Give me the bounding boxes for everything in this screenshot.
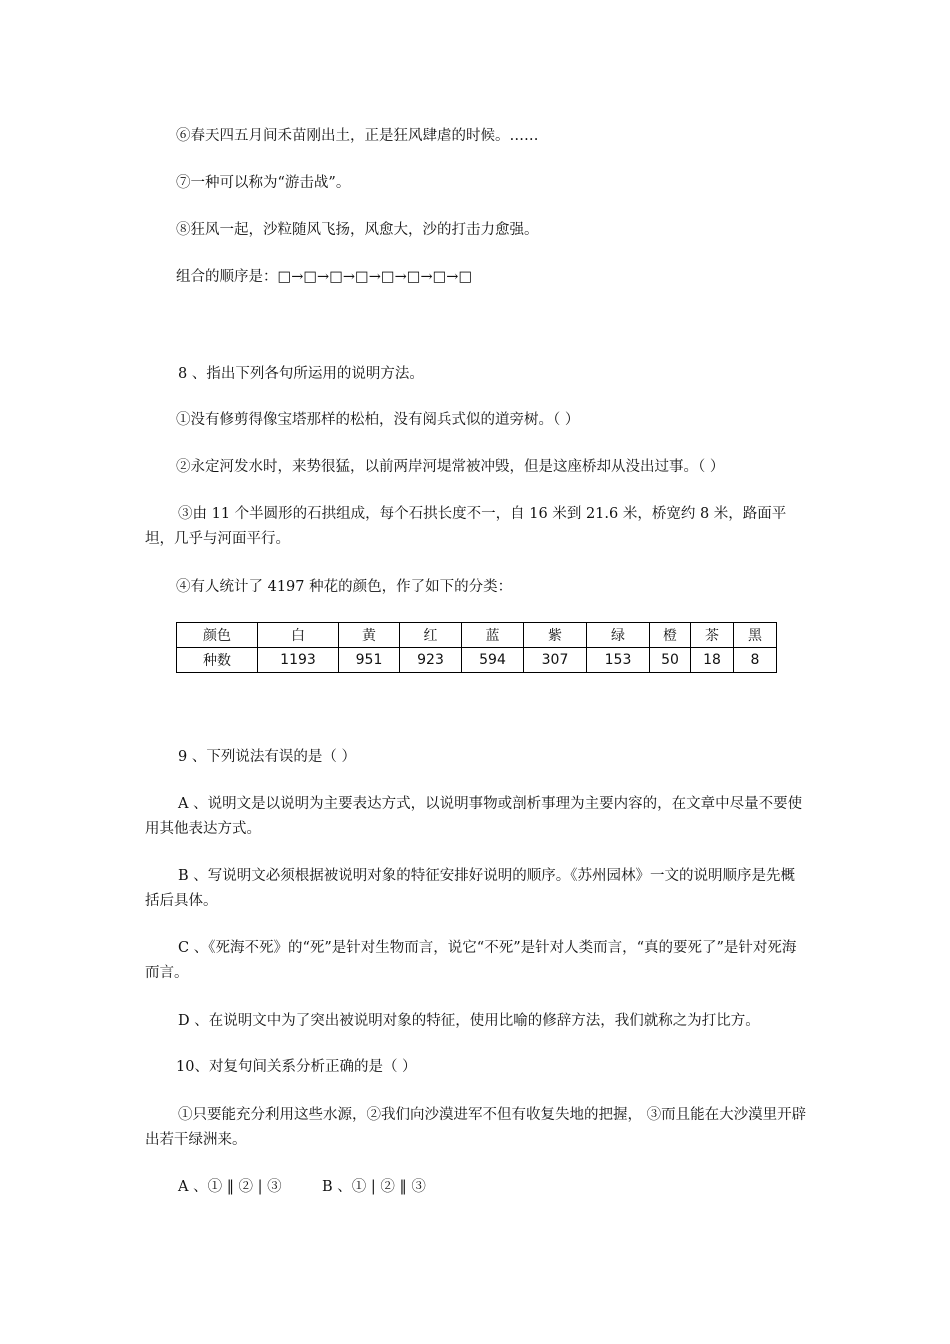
question-10-title: 10、对复句间关系分析正确的是（ ） [176, 1059, 417, 1075]
flower-color-table [176, 622, 777, 673]
q10-sentence: ①只要能充分利用这些水源，②我们向沙漠进军不但有收复失地的把握， ③而且能在大沙漠里开辟出若干绿洲来。 [145, 1107, 807, 1148]
table-cell: 1193 [258, 648, 339, 673]
table-cell: 594 [462, 648, 524, 673]
table-cell: 蓝 [462, 623, 524, 648]
q9-option-a: A 、说明文是以说明为主要表达方式，以说明事物或剖析事理为主要内容的，在文章中尽量不要使用其他表达方式。 [145, 796, 803, 837]
question-8-title: 8 、指出下列各句所运用的说明方法。 [178, 366, 424, 382]
q8-sentence-3: ③由 11 个半圆形的石拱组成，每个石拱长度不一，自 16 米到 21.6 米，桥宽约 8 米，路面平坦，几乎与河面平行。 [145, 506, 787, 547]
table-cell: 951 [339, 648, 400, 673]
order-answer-line: 组合的顺序是：□→□→□→□→□→□→□→□ [176, 269, 473, 285]
table-cell: 白 [258, 623, 339, 648]
table-header-row [177, 623, 777, 648]
table-cell: 923 [400, 648, 462, 673]
table-cell: 18 [691, 648, 734, 673]
table-cell: 紫 [524, 623, 587, 648]
table-cell: 绿 [587, 623, 650, 648]
table-cell: 茶 [691, 623, 734, 648]
q9-option-d: D 、在说明文中为了突出被说明对象的特征，使用比喻的修辞方法，我们就称之为打比方。 [178, 1013, 760, 1029]
table-cell: 307 [524, 648, 587, 673]
table-cell: 8 [734, 648, 777, 673]
sentence-7: ⑦一种可以称为“游击战”。 [176, 175, 351, 191]
table-cell: 黑 [734, 623, 777, 648]
sentence-6: ⑥春天四五月间禾苗刚出土，正是狂风肆虐的时候。…… [176, 128, 539, 144]
table-cell: 黄 [339, 623, 400, 648]
table-cell: 种数 [177, 648, 258, 673]
table-cell: 颜色 [177, 623, 258, 648]
q9-option-b: B 、写说明文必须根据被说明对象的特征安排好说明的顺序。《苏州园林》一文的说明顺序是先概括后具体。 [145, 868, 796, 909]
table-cell: 橙 [650, 623, 691, 648]
q10-option-b: B 、① | ② ‖ ③ [322, 1179, 426, 1195]
q8-sentence-4: ④有人统计了 4197 种花的颜色，作了如下的分类： [176, 579, 513, 595]
q10-option-a: A 、① ‖ ② | ③ [178, 1179, 282, 1195]
sentence-8: ⑧狂风一起，沙粒随风飞扬，风愈大，沙的打击力愈强。 [176, 222, 539, 238]
table-cell: 153 [587, 648, 650, 673]
table-cell: 红 [400, 623, 462, 648]
q8-sentence-1: ①没有修剪得像宝塔那样的松柏，没有阅兵式似的道旁树。（ ） [176, 412, 580, 428]
q9-option-c: C 、《死海不死》的“死”是针对生物而言，说它“不死”是针对人类而言，“真的要死了”是针对死海而言。 [145, 940, 797, 981]
table-cell: 50 [650, 648, 691, 673]
q8-sentence-2: ②永定河发水时，来势很猛，以前两岸河堤常被冲毁，但是这座桥却从没出过事。（ ） [176, 459, 725, 475]
table-row [177, 648, 777, 673]
question-9-title: 9 、下列说法有误的是（ ） [178, 749, 356, 765]
